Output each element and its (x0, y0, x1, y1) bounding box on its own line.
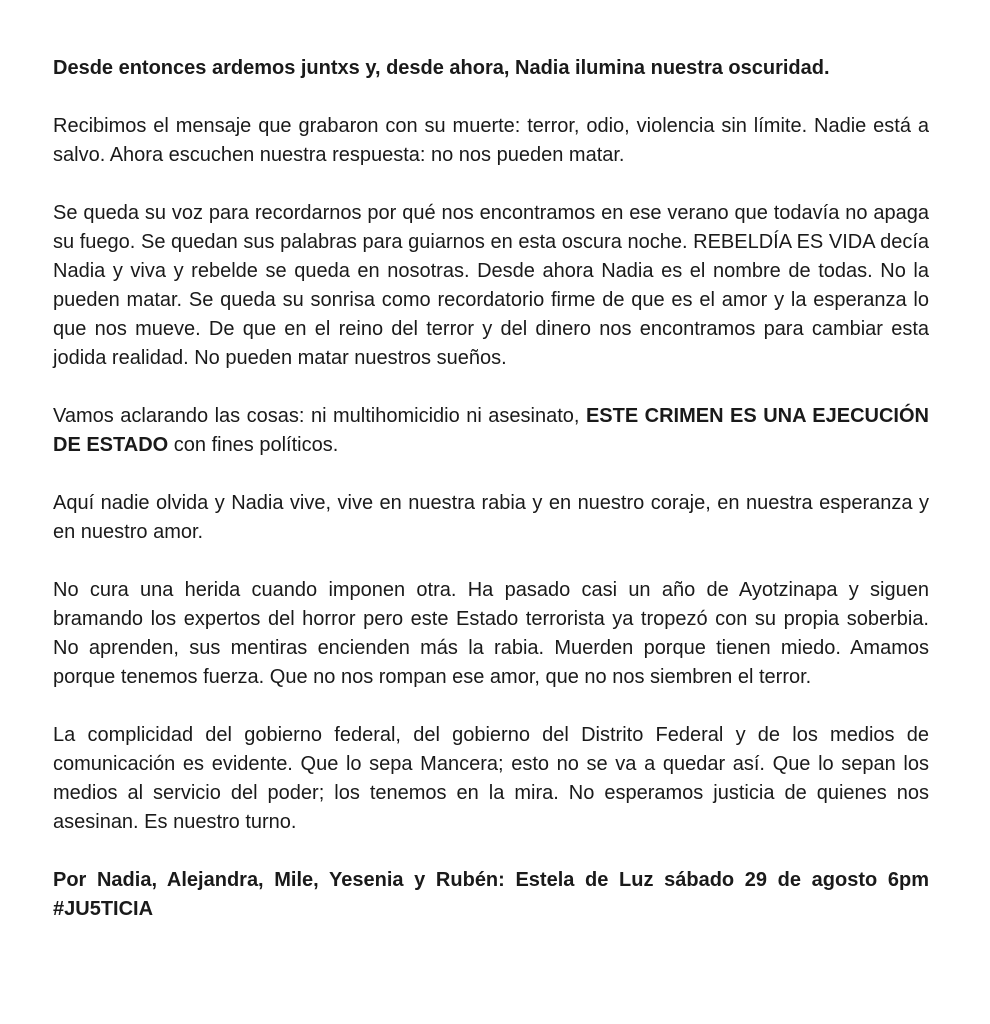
paragraph-complicity: La complicidad del gobierno federal, del gobierno del Distrito Federal y de los medios de comunicación es evidente. Que lo sepa Mancera; esto no se va a quedar así. Que lo sepan los medios al servicio del poder; los tenemos en la mira. No esperamos justicia de quienes nos asesinan. Es nuestro turno. (53, 724, 929, 833)
paragraph-clarification (53, 402, 929, 460)
closing-call (53, 866, 929, 924)
paragraph-voice: Se queda su voz para recordarnos por qué nos encontramos en ese verano que todavía no apaga su fuego. Se quedan sus palabras para guiarnos en esta oscura noche. REBELDÍA ES VIDA decía Nadia y viva y rebelde se queda en nosotras. Desde ahora Nadia es el nombre de todas. No la pueden matar. Se queda su sonrisa como recordatorio firme de que es el amor y la esperanza lo que nos mueve. De que en el reino del terror y del dinero nos encontramos para cambiar esta jodida realidad. No pueden matar nuestros sueños. (53, 202, 929, 369)
clarification-text-end: con fines políticos. (168, 434, 339, 456)
paragraph-memory: Aquí nadie olvida y Nadia vive, vive en nuestra rabia y en nuestro coraje, en nuestra esperanza y en nuestro amor. (53, 492, 929, 543)
document-body (53, 54, 929, 953)
paragraph-wound: No cura una herida cuando imponen otra. Ha pasado casi un año de Ayotzinapa y siguen bramando los expertos del horror pero este Estado terrorista ya tropezó con su propia soberbia. No aprenden, sus mentiras encienden más la rabia. Muerden porque tienen miedo. Amamos porque tenemos fuerza. Que no nos rompan ese amor, que no nos siembren el terror. (53, 579, 929, 688)
opening-statement: Desde entonces ardemos juntxs y, desde ahora, Nadia ilumina nuestra oscuridad. (53, 57, 830, 79)
clarification-emphasis: ESTE CRIMEN ES UNA EJECUCIÓN DE ESTADO (53, 405, 929, 456)
closing-hashtag: #JU5TICIA (53, 898, 154, 920)
closing-call-line: Por Nadia, Alejandra, Mile, Yesenia y Rubén: Estela de Luz sábado 29 de agosto 6pm (53, 869, 929, 891)
clarification-text-start: Vamos aclarando las cosas: ni multihomicidio ni asesinato, (53, 405, 586, 427)
paragraph-message: Recibimos el mensaje que grabaron con su muerte: terror, odio, violencia sin límite. Nadie está a salvo. Ahora escuchen nuestra respuesta: no nos pueden matar. (53, 115, 929, 166)
